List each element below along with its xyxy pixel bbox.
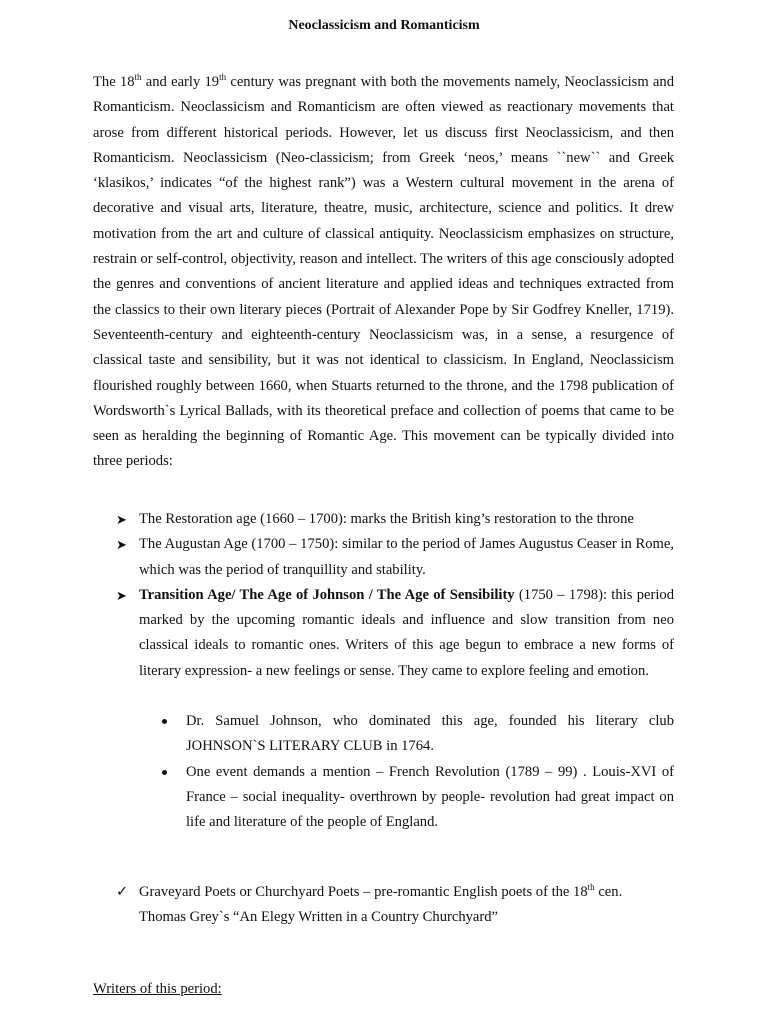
intro-paragraph (93, 70, 674, 475)
graveyard-poets-item (116, 880, 674, 931)
period-bold-title: Transition Age/ The Age of Johnson / The Age of Sensibility (139, 586, 515, 603)
writers-heading: Writers of this period: (93, 981, 222, 997)
page-title: Neoclassicism and Romanticism (288, 18, 480, 33)
intro-sup-1: th (134, 72, 142, 82)
graveyard-text-2: cen. (594, 884, 623, 900)
list-item (116, 583, 674, 684)
period-text: The Augustan Age (1700 – 1750): similar to the period of James Augustus Ceaser in Rome, which was the period of tranquillity and stability. (139, 536, 674, 578)
periods-list (116, 507, 674, 684)
intro-sup-2: th (219, 72, 227, 82)
bullet-dot-icon (162, 770, 167, 775)
arrow-bullet-icon: ➤ (116, 537, 127, 553)
list-item (116, 507, 674, 532)
intro-text-3: century was pregnant with both the movements namely, Neoclassicism and Romanticism. Neoclassicism and Romanticism are often viewed as reactionary movements that arose from different historical periods. However, let us discuss first Neoclassicism, and then Romanticism. Neoclassicism (Neo-classicism; from Greek ‘neos,’ means ``new`` and Greek ‘klasikos,’ indicates “of the highest rank”) was a Western cultural movement in the arena of decorative and visual arts, literature, theatre, music, architecture, science and politics. It drew motivation from the art and culture of classical antiquity. Neoclassicism emphasizes on structure, restrain or self-control, objectivity, reason and intellect. The writers of this age consciously adopted the genres and conventions of ancient literature and applied ideas and techniques extracted from the classics to their own literary pieces (Portrait of Alexander Pope by Sir Godfrey Kneller, 1719). Seventeenth-century and eighteenth-century Neoclassicism was, in a sense, a resurgence of classical taste and sensibility, but it was not identical to classicism. In England, Neoclassicism flourished roughly between 1660, when Stuarts returned to the throne, and the 1798 publication of Wordsworth`s Lyrical Ballads, with its theoretical preface and collection of poems that came to be seen as heralding the beginning of Romantic Age. This movement can be typically divided into three periods: (93, 74, 675, 470)
checkmark-icon: ✓ (116, 884, 129, 900)
sub-point-text: Dr. Samuel Johnson, who dominated this age, founded his literary club JOHNSON`S LITERARY CLUB in 1764. (186, 713, 674, 755)
graveyard-text-1: Graveyard Poets or Churchyard Poets – pre-romantic English poets of the 18 (139, 884, 588, 900)
list-item (162, 760, 674, 836)
arrow-bullet-icon: ➤ (116, 587, 127, 603)
arrow-bullet-icon: ➤ (116, 512, 127, 527)
sub-points-list (162, 709, 674, 835)
graveyard-line-2: Thomas Grey`s “An Elegy Written in a Country Churchyard” (139, 909, 499, 926)
period-text: The Restoration age (1660 – 1700): marks the British king’s restoration to the throne (139, 511, 634, 527)
sub-point-text: One event demands a mention – French Revolution (1789 – 99) . Louis-XVI of France – social inequality- overthrown by people- revolution had great impact on life and literature of the people of England. (186, 763, 674, 831)
list-item (162, 709, 674, 760)
bullet-dot-icon (162, 719, 167, 724)
intro-text-2: and early 19 (141, 74, 220, 90)
graveyard-sup: th (587, 882, 595, 892)
intro-text-1: The 18 (93, 74, 135, 90)
list-item (116, 532, 674, 583)
period-text: (1750 – 1798): this period marked by the upcoming romantic ideals and influence and slow transition from neo classical ideals to romantic ones. Writers of this age begun to embrace a new forms of literary expression- a new feelings or sense. They came to explore feeling and emotion. (139, 586, 674, 679)
